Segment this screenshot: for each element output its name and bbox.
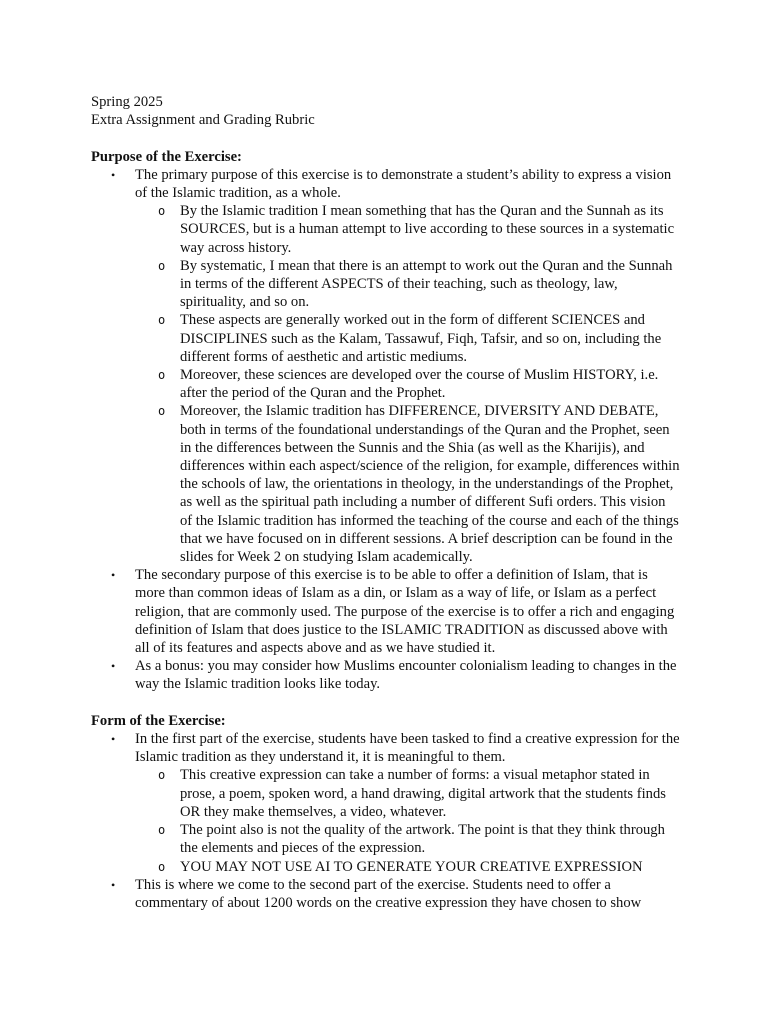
document-page	[91, 93, 681, 912]
purpose-subitem	[158, 366, 681, 402]
purpose-sublist	[135, 202, 681, 566]
form-subitem-text: This creative expression can take a number of forms: a visual metaphor stated in prose, a poem, spoken word, a hand drawing, digital artwork that the students finds OR they make themselves, a video, whatever.	[180, 767, 666, 820]
document-subtitle: Extra Assignment and Grading Rubric	[91, 112, 315, 129]
form-item	[111, 730, 681, 876]
purpose-subitem-text: Moreover, these sciences are developed over the course of Muslim HISTORY, i.e. after the period of the Quran and the Prophet.	[180, 367, 659, 402]
purpose-subitem-text: These aspects are generally worked out in the form of different SCIENCES and DISCIPLINES such as the Kalam, Tassawuf, Fiqh, Tafsir, and so on, including the different forms of aesthetic and artistic mediums.	[180, 312, 662, 365]
bullet-icon: •	[111, 659, 116, 674]
form-subitem	[158, 766, 681, 821]
purpose-subitem	[158, 311, 681, 366]
purpose-subitem-text: By systematic, I mean that there is an attempt to work out the Quran and the Sunnah in terms of the different ASPECTS of their teaching, such as theology, law, spirituality, and so on.	[180, 257, 673, 311]
term-label: Spring 2025	[91, 94, 163, 110]
circle-bullet-icon: o	[158, 404, 166, 419]
purpose-item	[111, 566, 681, 657]
circle-bullet-icon: o	[158, 313, 166, 328]
circle-bullet-icon: o	[158, 204, 166, 219]
purpose-item-text: The secondary purpose of this exercise is to be able to offer a definition of Islam, that is more than common ideas of Islam as a din, or Islam as a way of life, or Islam as a perfect religion, that are commonly used. The purpose of the exercise is to offer a rich and engaging definition of Islam that does justice to the ISLAMIC TRADITION as discussed above with all of its features and aspects above and as we have studied it.	[135, 567, 675, 657]
purpose-subitem	[158, 402, 681, 566]
circle-bullet-icon: o	[158, 823, 166, 838]
purpose-subitem	[158, 202, 681, 257]
purpose-item-text: The primary purpose of this exercise is to demonstrate a student’s ability to express a vision of the Islamic tradition, as a whole.	[135, 166, 672, 201]
bullet-icon: •	[111, 568, 116, 583]
purpose-list	[91, 166, 681, 694]
form-subitem	[158, 821, 681, 857]
circle-bullet-icon: o	[158, 768, 166, 783]
purpose-subitem-text: By the Islamic tradition I mean something that has the Quran and the Sunnah as its SOURCES, but is a human attempt to live according to these sources in a systematic way across history.	[180, 203, 675, 256]
form-subitem-text: YOU MAY NOT USE AI TO GENERATE YOUR CREATIVE EXPRESSION	[180, 858, 643, 875]
form-item	[111, 876, 681, 912]
form-list	[91, 730, 681, 912]
purpose-item-text: As a bonus: you may consider how Muslims encounter colonialism leading to changes in the way the Islamic tradition looks like today.	[135, 658, 677, 693]
bullet-icon: •	[111, 877, 116, 892]
form-sublist	[135, 766, 681, 875]
form-item-text: In the first part of the exercise, students have been tasked to find a creative expression for the Islamic tradition as they understand it, it is meaningful to them.	[135, 731, 680, 766]
purpose-item	[111, 166, 681, 566]
blank-line	[91, 129, 681, 147]
form-item-text: This is where we come to the second part of the exercise. Students need to offer a commentary of about 1200 words on the creative expression they have chosen to show	[135, 876, 642, 911]
circle-bullet-icon: o	[158, 859, 166, 874]
purpose-item	[111, 657, 681, 693]
circle-bullet-icon: o	[158, 368, 166, 383]
blank-line	[91, 694, 681, 712]
form-subitem-text: The point also is not the quality of the artwork. The point is that they think through the elements and pieces of the expression.	[180, 822, 665, 857]
circle-bullet-icon: o	[158, 258, 166, 273]
purpose-subitem	[158, 257, 681, 312]
purpose-heading: Purpose of the Exercise:	[91, 148, 242, 165]
bullet-icon: •	[111, 167, 116, 182]
form-subitem	[158, 858, 681, 876]
purpose-subitem-text: Moreover, the Islamic tradition has DIFFERENCE, DIVERSITY AND DEBATE, both in terms of the foundational understandings of the Quran and the Prophet, seen in the differences between the Sunnis and the Shia (as well as the Kharijis), and differences within each aspect/science of the religion, for example, differences within the schools of law, the orientations in theology, in the understandings of the Prophet, as well as the spiritual path including a number of different Sufi orders. This vision of the Islamic tradition has informed the teaching of the course and each of the things that we have focused on in different sessions. A brief description can be found in the slides for Week 2 on studying Islam academically.	[180, 403, 680, 566]
bullet-icon: •	[111, 732, 116, 747]
form-heading: Form of the Exercise:	[91, 712, 226, 729]
